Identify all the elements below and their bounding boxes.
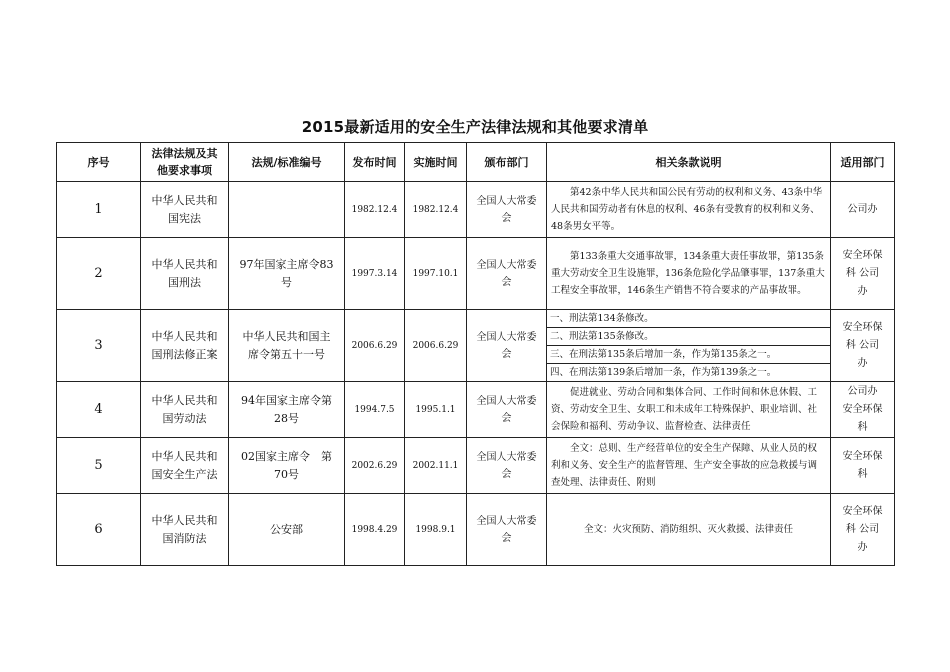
row-clause: 全文：总则、生产经营单位的安全生产保障、从业人员的权利和义务、安全生产的监督管理、生产安全事故的应急救援与调查处理、法律责任、附则 [547,438,831,494]
row-applicable: 安全环保 科 公司 办 [831,494,895,566]
row-applicable: 安全环保 科 公司 办 [831,238,895,310]
row-seq: 1 [57,182,141,238]
row-law: 中华人民共和 国刑法修正案 [141,310,229,382]
row-publish: 2006.6.29 [345,310,405,382]
header-clauses: 相关条款说明 [547,143,831,182]
row-standard: 02国家主席令 第 70号 [229,438,345,494]
row-law: 中华人民共和 国消防法 [141,494,229,566]
row-seq: 5 [57,438,141,494]
row-applicable: 公司办 [831,182,895,238]
row-publish: 1982.12.4 [345,182,405,238]
document-title: 2015最新适用的安全生产法律法规和其他要求清单 [301,118,649,136]
row-issuer: 全国人大常委 会 [467,438,547,494]
table-row [57,238,895,310]
row-publish: 1994.7.5 [345,382,405,438]
row-standard: 公安部 [229,494,345,566]
row-implement: 2002.11.1 [405,438,467,494]
row-subclause: 三、在刑法第135条后增加一条，作为第135条之一。 [547,346,831,364]
row-clause: 全文：火灾预防、消防组织、灭火救援、法律责任 [547,494,831,566]
table-row [57,438,895,494]
row-standard [229,182,345,238]
row-law: 中华人民共和 国宪法 [141,182,229,238]
row-implement: 1982.12.4 [405,182,467,238]
row-standard: 中华人民共和国主 席令第五十一号 [229,310,345,382]
header-implement: 实施时间 [405,143,467,182]
row-clause: 第133条重大交通事故罪，134条重大责任事故罪，第135条重大劳动安全卫生设施罪，136条危险化学品肇事罪，137条重大工程安全事故罪，146条生产销售不符合要求的产品事故罪。 [547,238,831,310]
row-publish: 1997.3.14 [345,238,405,310]
header-applicable: 适用部门 [831,143,895,182]
table-row [57,310,895,328]
row-clause: 促进就业、劳动合同和集体合同、工作时间和休息休假、工资、劳动安全卫生、女职工和未成年工特殊保护、职业培训、社会保险和福利、劳动争议、监督检查、法律责任 [547,382,831,438]
row-standard: 94年国家主席令第 28号 [229,382,345,438]
row-implement: 1997.10.1 [405,238,467,310]
table-row [57,494,895,566]
row-seq: 4 [57,382,141,438]
row-issuer: 全国人大常委 会 [467,238,547,310]
row-applicable: 安全环保 科 [831,438,895,494]
row-publish: 2002.6.29 [345,438,405,494]
row-implement: 1995.1.1 [405,382,467,438]
table-row [57,382,895,438]
row-law: 中华人民共和 国刑法 [141,238,229,310]
row-standard: 97年国家主席令83 号 [229,238,345,310]
row-seq: 6 [57,494,141,566]
row-issuer: 全国人大常委 会 [467,182,547,238]
regulations-table [56,142,895,566]
row-implement: 2006.6.29 [405,310,467,382]
row-law: 中华人民共和 国劳动法 [141,382,229,438]
row-seq: 3 [57,310,141,382]
row-issuer: 全国人大常委 会 [467,382,547,438]
row-subclause: 二、刑法第135条修改。 [547,328,831,346]
row-publish: 1998.4.29 [345,494,405,566]
row-clause: 第42条中华人民共和国公民有劳动的权利和义务、43条中华人民共和国劳动者有休息的权利、46条有受教育的权利和义务、48条男女平等。 [547,182,831,238]
row-subclause: 一、刑法第134条修改。 [547,310,831,328]
row-issuer: 全国人大常委 会 [467,310,547,382]
header-standard: 法规/标准编号 [229,143,345,182]
row-subclause: 四、在刑法第139条后增加一条，作为第139条之一。 [547,364,831,382]
header-law: 法律法规及其 他要求事项 [141,143,229,182]
header-row [57,143,895,182]
row-applicable: 公司办 安全环保 科 [831,382,895,438]
header-issuer: 颁布部门 [467,143,547,182]
row-applicable: 安全环保 科 公司 办 [831,310,895,382]
row-issuer: 全国人大常委 会 [467,494,547,566]
row-implement: 1998.9.1 [405,494,467,566]
header-publish: 发布时间 [345,143,405,182]
row-seq: 2 [57,238,141,310]
table-row [57,182,895,238]
header-seq: 序号 [57,143,141,182]
row-law: 中华人民共和 国安全生产法 [141,438,229,494]
